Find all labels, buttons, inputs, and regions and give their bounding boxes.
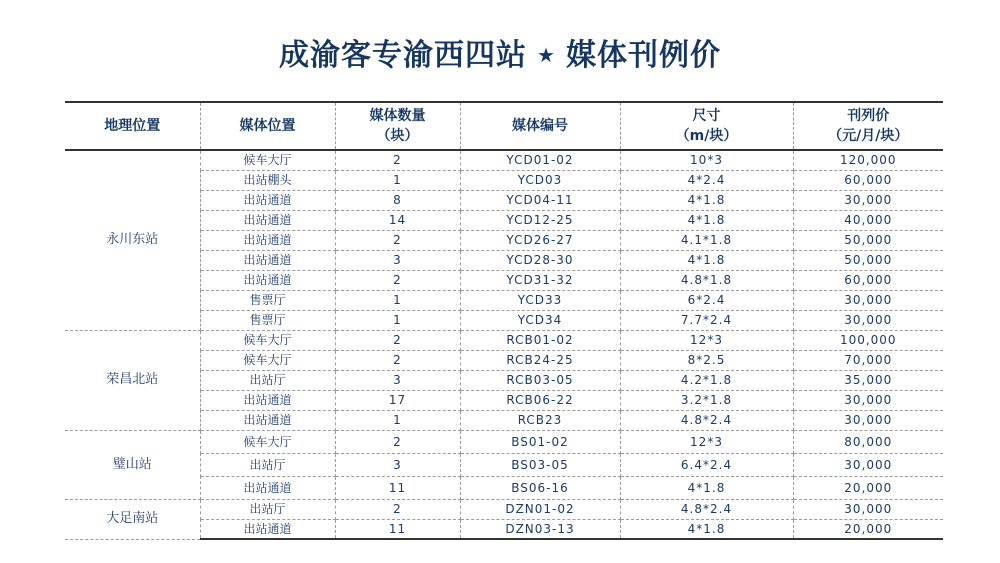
table-row	[65, 499, 943, 519]
cell-size: 4*1.8	[620, 476, 793, 499]
cell-size: 4.2*1.8	[620, 370, 793, 390]
cell-size: 4*2.4	[620, 170, 793, 190]
cell-position: 出站通道	[200, 270, 335, 290]
cell-position: 出站棚头	[200, 170, 335, 190]
cell-code: YCD01-02	[460, 150, 620, 170]
cell-size: 8*2.5	[620, 350, 793, 370]
cell-region: 璧山站	[65, 430, 200, 499]
cell-size: 4*1.8	[620, 210, 793, 230]
cell-position: 出站通道	[200, 210, 335, 230]
cell-price: 30,000	[793, 453, 943, 476]
cell-count: 2	[335, 270, 460, 290]
cell-position: 候车大厅	[200, 150, 335, 170]
cell-count: 3	[335, 250, 460, 270]
cell-price: 30,000	[793, 310, 943, 330]
cell-position: 候车大厅	[200, 430, 335, 453]
header-position: 媒体位置	[200, 102, 335, 150]
cell-region: 永川东站	[65, 150, 200, 330]
cell-position: 出站厅	[200, 370, 335, 390]
cell-price: 30,000	[793, 290, 943, 310]
cell-size: 4*1.8	[620, 190, 793, 210]
cell-price: 100,000	[793, 330, 943, 350]
cell-count: 14	[335, 210, 460, 230]
cell-code: DZN03-13	[460, 519, 620, 539]
cell-price: 60,000	[793, 270, 943, 290]
cell-code: YCD12-25	[460, 210, 620, 230]
cell-price: 50,000	[793, 230, 943, 250]
cell-position: 售票厅	[200, 310, 335, 330]
cell-count: 11	[335, 519, 460, 539]
cell-price: 70,000	[793, 350, 943, 370]
cell-size: 4*1.8	[620, 250, 793, 270]
cell-count: 17	[335, 390, 460, 410]
cell-count: 2	[335, 330, 460, 350]
cell-position: 候车大厅	[200, 330, 335, 350]
cell-code: YCD03	[460, 170, 620, 190]
cell-position: 候车大厅	[200, 350, 335, 370]
cell-position: 售票厅	[200, 290, 335, 310]
table-body	[65, 150, 943, 539]
cell-price: 60,000	[793, 170, 943, 190]
cell-count: 2	[335, 230, 460, 250]
cell-size: 12*3	[620, 330, 793, 350]
cell-count: 1	[335, 170, 460, 190]
cell-price: 35,000	[793, 370, 943, 390]
cell-code: YCD31-32	[460, 270, 620, 290]
cell-price: 80,000	[793, 430, 943, 453]
cell-count: 8	[335, 190, 460, 210]
cell-price: 30,000	[793, 499, 943, 519]
cell-count: 2	[335, 350, 460, 370]
table-row	[65, 150, 943, 170]
cell-price: 30,000	[793, 410, 943, 430]
cell-price: 20,000	[793, 519, 943, 539]
cell-size: 4*1.8	[620, 519, 793, 539]
cell-code: RCB06-22	[460, 390, 620, 410]
header-price: 刊列价 （元/月/块）	[793, 102, 943, 150]
cell-position: 出站通道	[200, 519, 335, 539]
cell-price: 30,000	[793, 390, 943, 410]
cell-position: 出站通道	[200, 250, 335, 270]
cell-size: 4.8*1.8	[620, 270, 793, 290]
price-table	[65, 101, 943, 540]
cell-size: 10*3	[620, 150, 793, 170]
cell-size: 4.8*2.4	[620, 410, 793, 430]
cell-code: RCB01-02	[460, 330, 620, 350]
cell-size: 6*2.4	[620, 290, 793, 310]
cell-size: 7.7*2.4	[620, 310, 793, 330]
cell-price: 120,000	[793, 150, 943, 170]
cell-size: 12*3	[620, 430, 793, 453]
cell-count: 3	[335, 370, 460, 390]
star-icon: ★	[537, 43, 556, 67]
cell-code: RCB24-25	[460, 350, 620, 370]
table-row	[65, 330, 943, 350]
header-code: 媒体编号	[460, 102, 620, 150]
cell-code: DZN01-02	[460, 499, 620, 519]
cell-code: BS06-16	[460, 476, 620, 499]
table-row	[65, 430, 943, 453]
cell-position: 出站通道	[200, 410, 335, 430]
header-region: 地理位置	[65, 102, 200, 150]
cell-code: BS03-05	[460, 453, 620, 476]
cell-count: 11	[335, 476, 460, 499]
cell-size: 6.4*2.4	[620, 453, 793, 476]
cell-count: 2	[335, 499, 460, 519]
cell-price: 20,000	[793, 476, 943, 499]
cell-position: 出站通道	[200, 390, 335, 410]
cell-code: YCD28-30	[460, 250, 620, 270]
cell-code: RCB23	[460, 410, 620, 430]
cell-count: 1	[335, 290, 460, 310]
header-size: 尺寸 （m/块）	[620, 102, 793, 150]
cell-code: YCD33	[460, 290, 620, 310]
table-header	[65, 102, 943, 150]
cell-region: 荣昌北站	[65, 330, 200, 430]
cell-size: 4.1*1.8	[620, 230, 793, 250]
cell-count: 1	[335, 410, 460, 430]
header-count: 媒体数量 （块）	[335, 102, 460, 150]
cell-price: 40,000	[793, 210, 943, 230]
cell-count: 1	[335, 310, 460, 330]
cell-position: 出站厅	[200, 453, 335, 476]
cell-code: RCB03-05	[460, 370, 620, 390]
cell-price: 50,000	[793, 250, 943, 270]
cell-count: 2	[335, 150, 460, 170]
title-left: 成渝客专渝西四站	[279, 38, 528, 73]
cell-code: YCD34	[460, 310, 620, 330]
cell-count: 3	[335, 453, 460, 476]
cell-size: 3.2*1.8	[620, 390, 793, 410]
cell-code: BS01-02	[460, 430, 620, 453]
cell-position: 出站通道	[200, 230, 335, 250]
cell-code: YCD26-27	[460, 230, 620, 250]
cell-region: 大足南站	[65, 499, 200, 539]
cell-count: 2	[335, 430, 460, 453]
cell-position: 出站通道	[200, 476, 335, 499]
cell-size: 4.8*2.4	[620, 499, 793, 519]
cell-position: 出站厅	[200, 499, 335, 519]
page-title	[0, 30, 1000, 74]
cell-position: 出站通道	[200, 190, 335, 210]
cell-code: YCD04-11	[460, 190, 620, 210]
cell-price: 30,000	[793, 190, 943, 210]
title-right: 媒体刊例价	[565, 38, 721, 73]
